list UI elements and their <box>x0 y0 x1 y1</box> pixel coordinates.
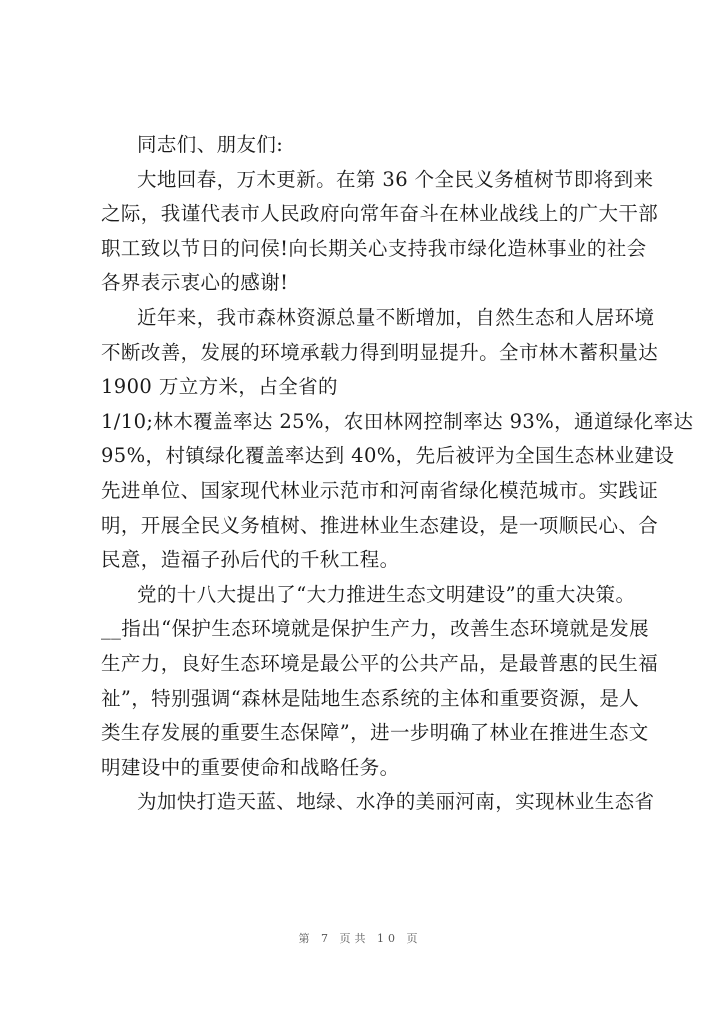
text-line: 生产力，良好生态环境是最公平的公共产品，是最普惠的民生福 <box>101 651 659 675</box>
text-line: 1/10;林木覆盖率达 25%，农田林网控制率达 93%，通道绿化率达 <box>101 409 694 433</box>
text-line: 先进单位、国家现代林业示范市和河南省绿化模范城市。实践证 <box>101 478 659 502</box>
text-line: 近年来，我市森林资源总量不断增加，自然生态和人居环境 <box>137 305 655 329</box>
text-line: 同志们、朋友们: <box>137 133 284 156</box>
text-line: 民意，造福子孙后代的千秋工程。 <box>101 548 400 572</box>
text-line: 明建设中的重要使命和战略任务。 <box>101 755 400 779</box>
document-body <box>101 128 694 820</box>
text-line: 95%，村镇绿化覆盖率达到 40%，先后被评为全国生态林业建设 <box>101 444 675 468</box>
page-number-footer: 第 7 页共 10 页 <box>298 932 422 945</box>
text-line: 之际，我谨代表市人民政府向常年奋斗在林业战线上的广大干部 <box>101 202 659 226</box>
text-line: 大地回春，万木更新。在第 36 个全民义务植树节即将到来 <box>137 167 654 191</box>
text-line: 为加快打造天蓝、地绿、水净的美丽河南，实现林业生态省 <box>137 790 655 814</box>
text-line: __指出“保护生态环境就是保护生产力，改善生态环境就是发展 <box>101 617 650 641</box>
text-line: 祉”，特别强调“森林是陆地生态系统的主体和重要资源，是人 <box>101 686 640 710</box>
text-line: 类生存发展的重要生态保障”，进一步明确了林业在推进生态文 <box>101 721 649 745</box>
text-line: 职工致以节日的问侯!向长期关心支持我市绿化造林事业的社会 <box>101 236 647 260</box>
text-line: 明，开展全民义务植树、推进林业生态建设，是一项顺民心、合 <box>101 513 659 537</box>
text-line: 各界表示衷心的感谢! <box>101 271 289 295</box>
text-line: 不断改善，发展的环境承载力得到明显提升。全市林木蓄积量达 <box>101 340 659 364</box>
text-line: 党的十八大提出了“大力推进生态文明建设”的重大决策。 <box>137 582 636 606</box>
text-line: 1900 万立方米，占全省的 <box>101 375 338 399</box>
